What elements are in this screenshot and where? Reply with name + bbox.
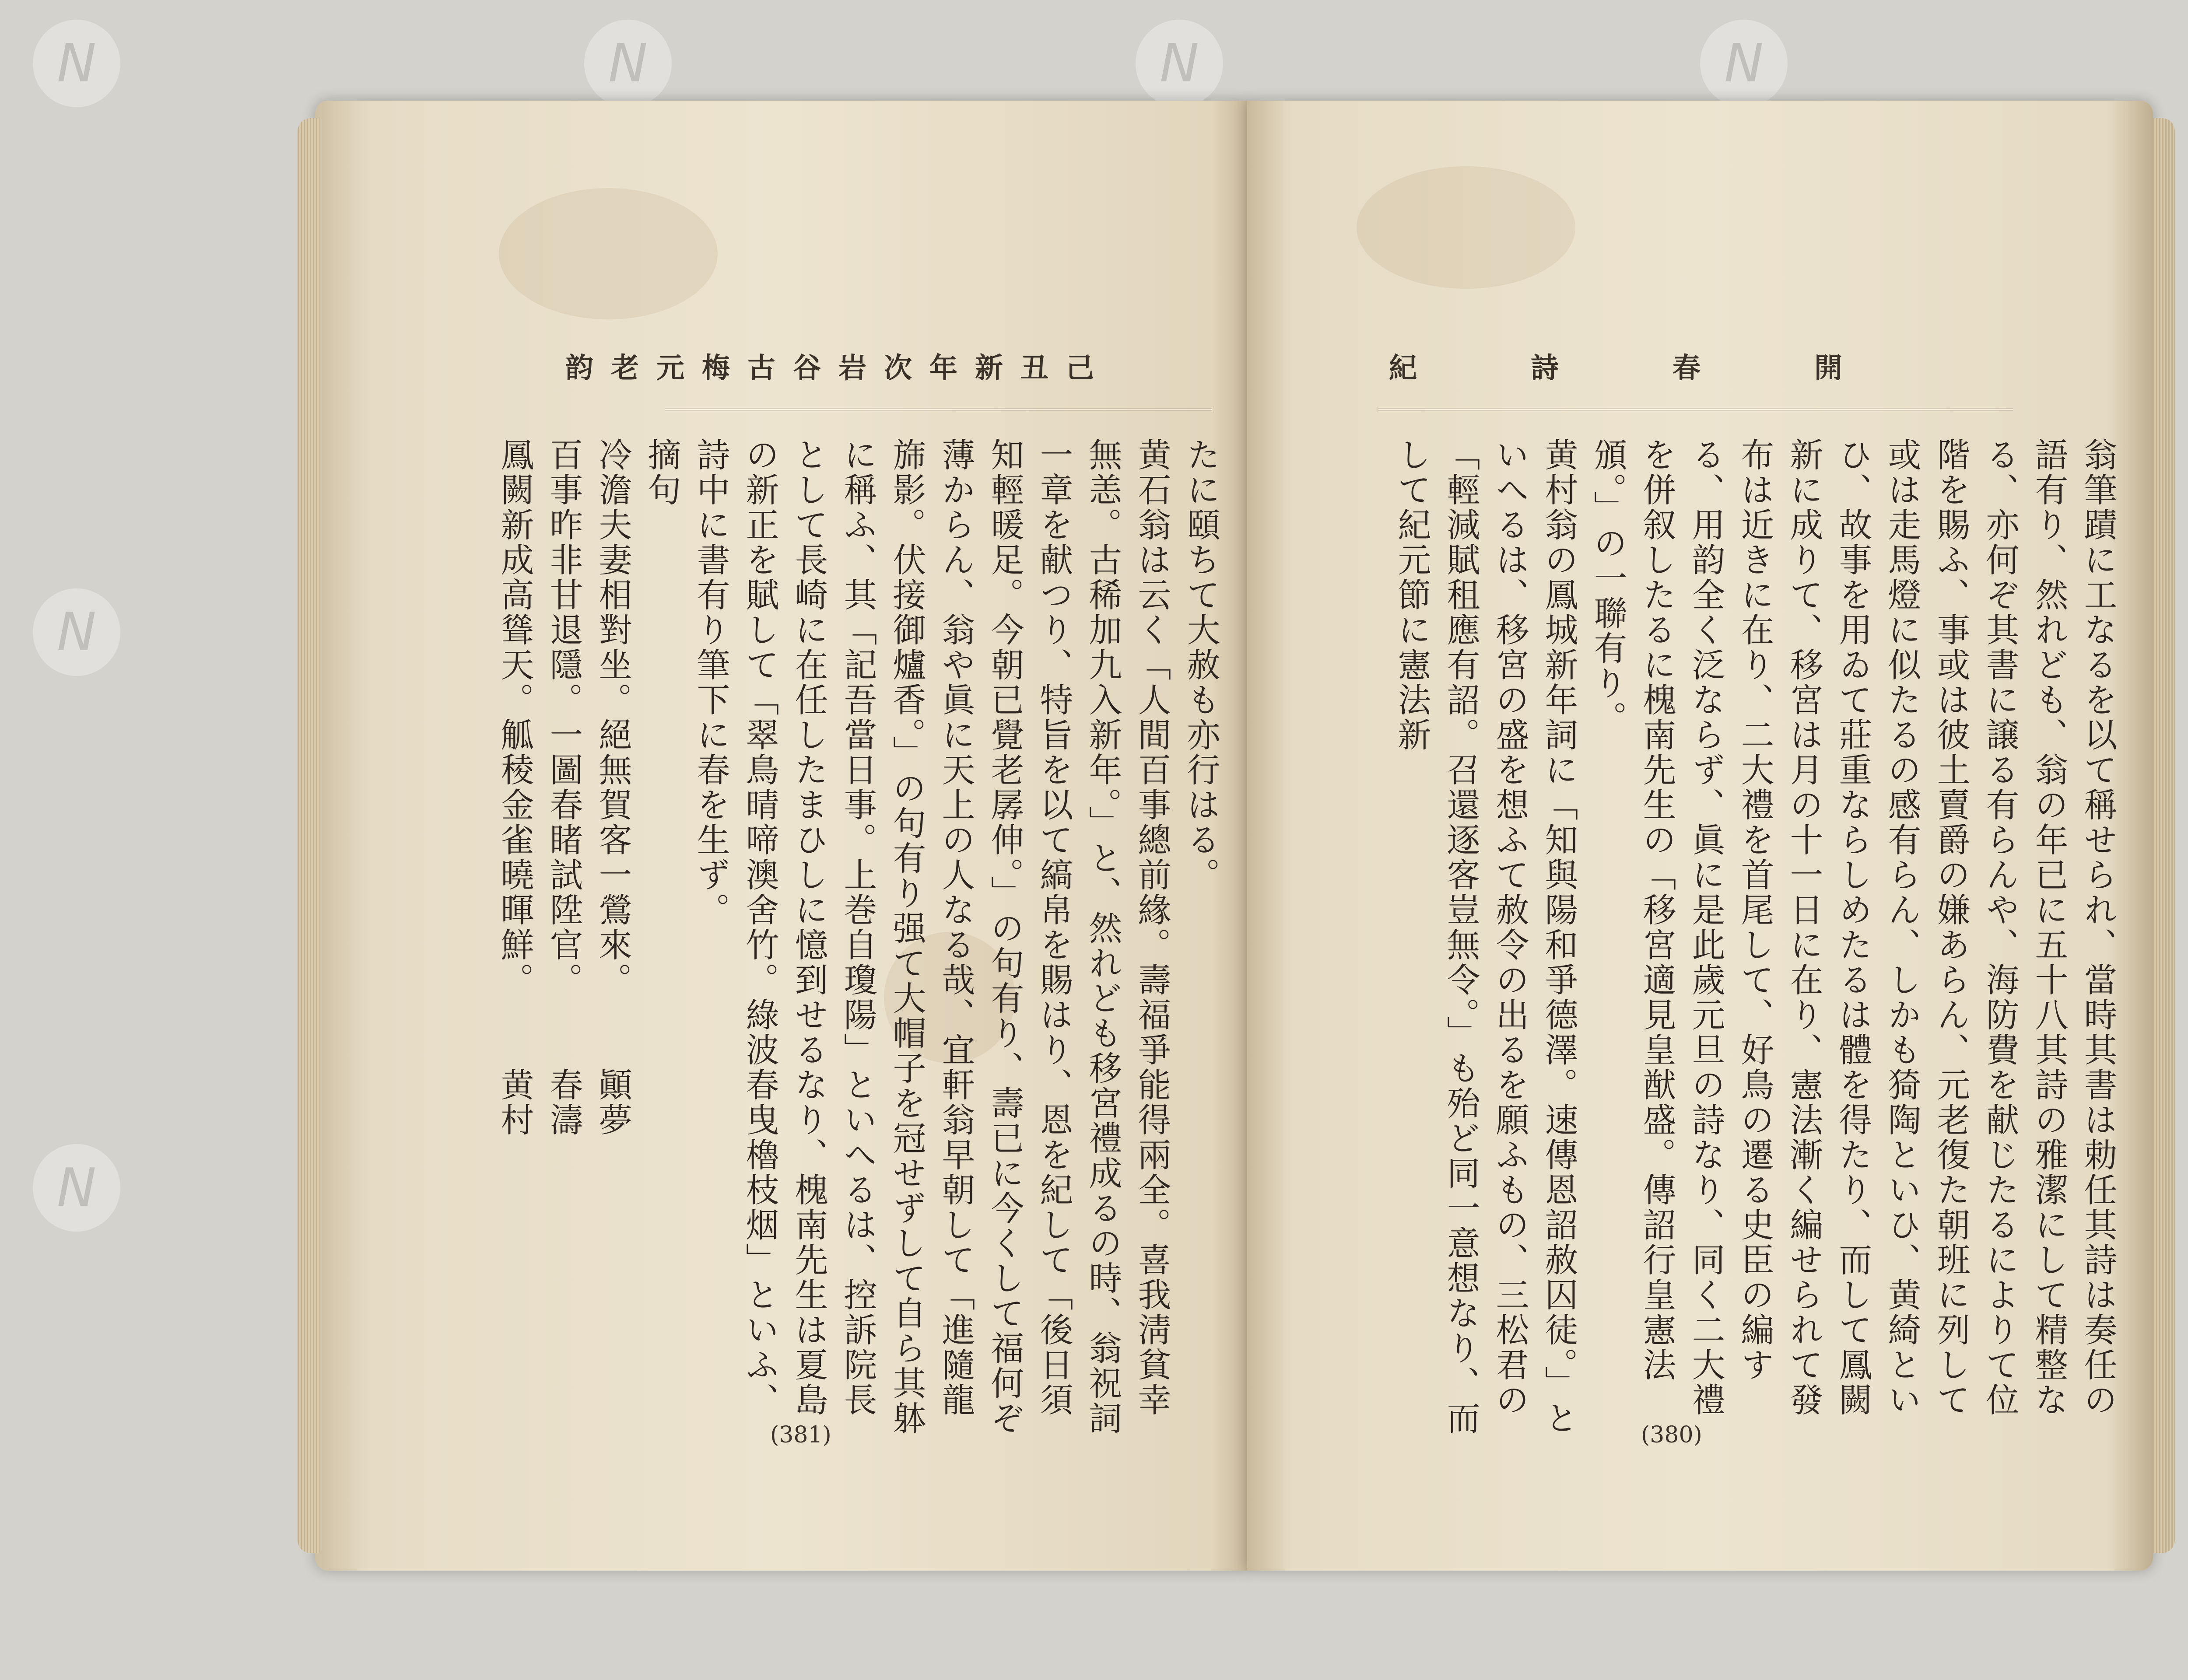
paragraph: 黄村翁の鳳城新年詞に「知與陽和爭德澤。速傳恩詔赦囚徒。」といへるは、移宮の盛を想ふて赦令の出るを願ふもの、三松君の「輕減賦租應有詔。召還逐客豈無令。」も殆ど同一意想なり、而して紀元節に憲法新 <box>1392 438 1578 1436</box>
paper-stain <box>499 188 718 319</box>
left-page <box>315 101 1247 1571</box>
running-header: 己丑新年次岩谷古梅元老韵 <box>565 352 1112 385</box>
nishogakusha-logo-icon: N <box>1136 20 1223 107</box>
header-rule <box>1378 402 2013 410</box>
left-text-block <box>459 438 1225 1444</box>
paragraph: 翁筆蹟に工なるを以て稱せられ、當時其書は勅任其詩は奏任の語有り、然れども、翁の年已に五十八其詩の雅潔にして精整なる、亦何ぞ其書に譲る有らんや、海防費を献じたるによりて位階を賜ふ、事或は彼土賣爵の嫌あらん、元老復た朝班に列して或は走馬燈に似たるの感有らん、しかも猗陶といひ、黄綺といひ、故事を用ゐて莊重ならしめたるは體を得たり、而して鳳闕新に成りて、移宮は月の十一日に在り、憲法漸く編せられて發布は近きに在り、二大禮を首尾して、好鳥の遷る史臣の編する、用韵全く泛ならず、眞に是此歲元旦の詩なり、同く二大禮を併叙したるに槐南先生の「移宮適見皇猷盛。傳詔行皇憲法頒。」の一聯有り。 <box>1588 438 2118 1418</box>
watermark <box>1129 13 1230 114</box>
watermark <box>26 582 127 682</box>
nishogakusha-logo-icon: N <box>584 20 672 107</box>
poem-author: 春濤 <box>544 1068 583 1138</box>
nishogakusha-logo-icon: N <box>1700 20 1788 107</box>
page-edges <box>298 118 319 1553</box>
header-rule <box>665 402 1212 410</box>
poem-author: 顚夢 <box>593 1068 632 1138</box>
paragraph: 黄石翁は云く「人間百事總前緣。壽福爭能得兩全。喜我淸貧幸無恙。古稀加九入新年。」と、然れども移宮禮成るの時、翁祝詞一章を献つり、特旨を以て縞帛を賜はり、恩を紀して「後日須知輕暖足。今朝已覺老孱伸。」の句有り、壽已に今くして福何ぞ薄からん、翁や眞に天上の人なる哉、宜軒翁早朝して「進隨龍旆影。伏接御爐香。」の句有り强て大帽子を冠せずして自ら其躰に稱ふ、其「記吾當日事。上巻自瓊陽」といへるは、控訴院長として長崎に在任したまひしに憶到せるなり、槐南先生は夏島の新正を賦して「翠鳥晴啼澳舍竹。綠波春曳櫓枝烟」といふ、詩中に書有り筆下に春を生ず。 <box>691 438 1171 1436</box>
poem-author: 黄村 <box>495 1068 534 1138</box>
poem-line: 冷澹夫妻相對坐。絕無賀客一鶯來。顚夢 <box>588 438 637 1444</box>
paper-stain <box>1357 166 1575 289</box>
page-number: (381) <box>770 1422 831 1448</box>
poem-line: 百事昨非甘退隱。一圖春睹試陞官。春濤 <box>539 438 588 1444</box>
paragraph: たに頤ちて大赦も亦行はる。 <box>1182 438 1220 892</box>
poem-line: 鳳闕新成高聳天。觚稜金雀曉暉鮮。黄村 <box>490 438 539 1444</box>
right-text-block <box>1352 438 2122 1444</box>
right-page <box>1247 101 2153 1571</box>
page-number: (380) <box>1641 1422 1702 1448</box>
running-header: 開春詩紀 <box>1389 352 1956 385</box>
nishogakusha-logo-icon: N <box>33 20 120 107</box>
watermark <box>26 1138 127 1238</box>
page-edges <box>2153 118 2175 1553</box>
watermark <box>26 13 127 114</box>
watermark <box>1694 13 1794 114</box>
watermark <box>578 13 678 114</box>
open-book <box>315 101 2153 1571</box>
nishogakusha-logo-icon: N <box>33 588 120 676</box>
nishogakusha-logo-icon: N <box>33 1144 120 1232</box>
section-title: 摘句 <box>642 438 681 508</box>
